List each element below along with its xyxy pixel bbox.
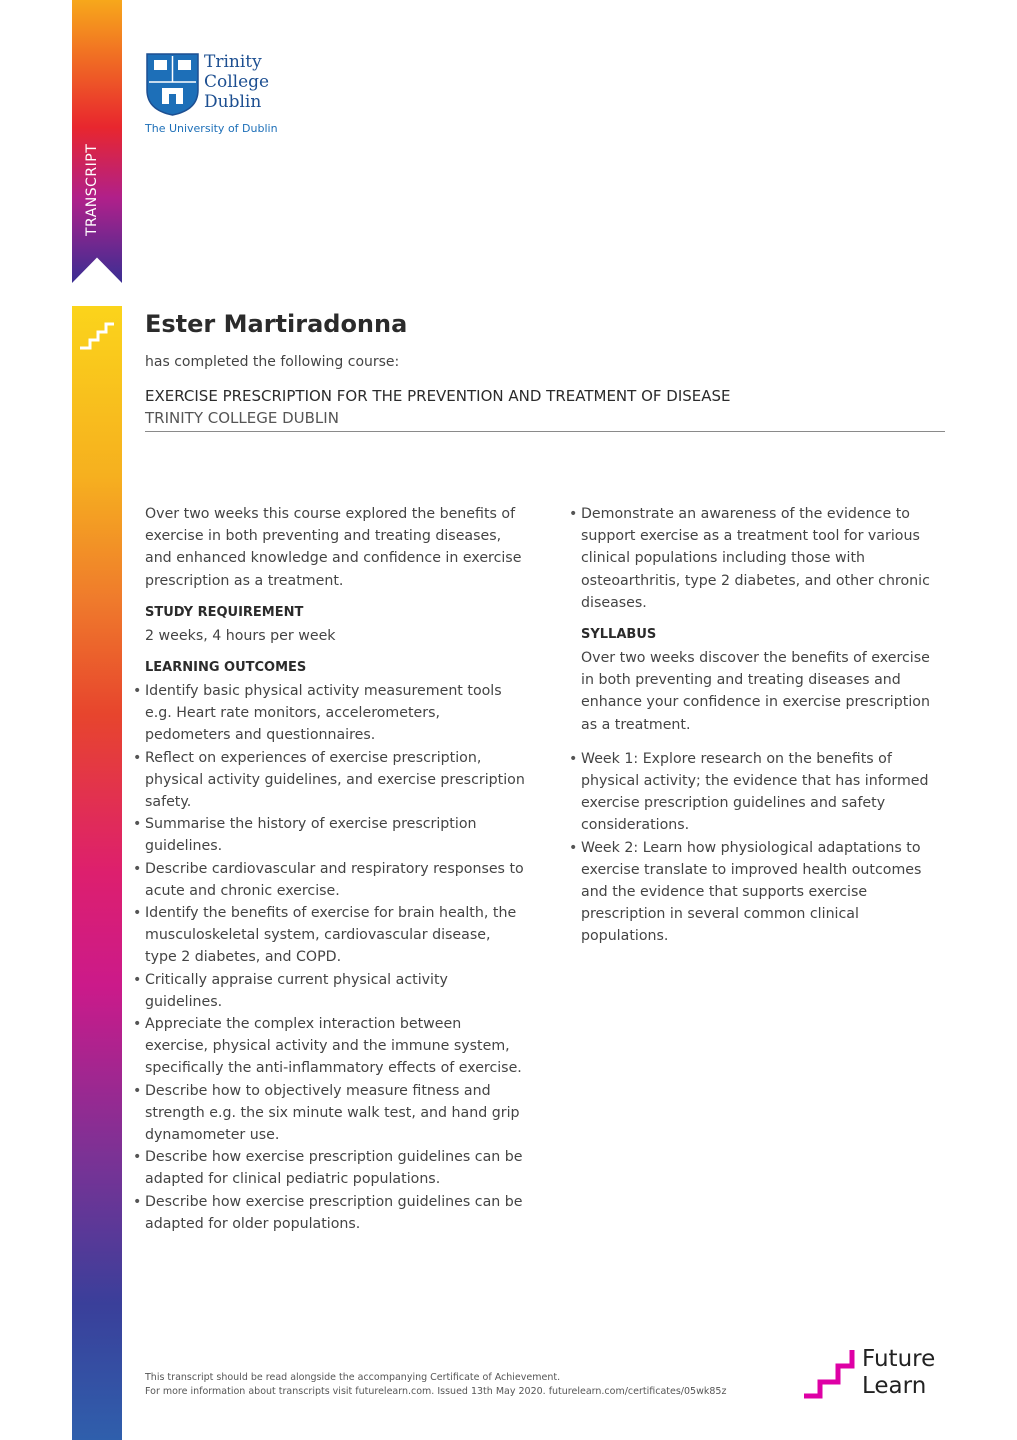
list-item: • Critically appraise current physical activity guidelines. [145,969,525,1013]
course-intro: Over two weeks this course explored the benefits of exercise in both preventing and treating diseases, and enhanced knowledge and confidence in exercise prescription as a treatment. [145,506,522,589]
syllabus-intro: Over two weeks discover the benefits of exercise in both preventing and treating diseases and enhance your confidence in exercise prescription as a treatment. [581,650,930,733]
gradient-side-stripe [72,306,122,1440]
institution-name [204,52,269,112]
left-column [145,503,525,1235]
list-item: • Identify basic physical activity measurement tools e.g. Heart rate monitors, accelerometers, pedometers and questionnaires. [145,680,525,747]
institution-name-line3: Dublin [204,92,262,112]
list-item: • Describe how to objectively measure fitness and strength e.g. the six minute walk test, and hand grip dynamometer use. [145,1080,525,1147]
institution-name-line2: College [204,72,270,92]
learning-outcomes-continued [581,503,946,614]
recipient-name: Ester Martiradonna [145,310,408,338]
learning-outcomes-list [145,680,525,1235]
study-requirement-heading: STUDY REQUIREMENT [145,604,304,620]
divider [145,431,945,432]
list-item: • Appreciate the complex interaction between exercise, physical activity and the immune system, specifically the anti-inflammatory effects of exercise. [145,1013,525,1080]
list-item: • Reflect on experiences of exercise prescription, physical activity guidelines, and exercise prescription safety. [145,747,525,814]
futurelearn-wordmark [862,1346,935,1400]
futurelearn-logo-icon [800,1346,858,1400]
list-item: • Demonstrate an awareness of the evidence to support exercise as a treatment tool for various clinical populations including those with osteoarthritis, type 2 diabetes, and other chronic diseases. [581,503,946,614]
list-item: • Week 2: Learn how physiological adaptations to exercise translate to improved health outcomes and the evidence that supports exercise prescription in several common clinical populations. [581,837,946,948]
completion-text: has completed the following course: [145,354,400,370]
study-requirement-text: 2 weeks, 4 hours per week [145,627,336,644]
syllabus-heading: SYLLABUS [581,627,657,643]
learning-outcomes-heading: LEARNING OUTCOMES [145,660,307,676]
institution-name-line1: Trinity [204,52,262,72]
list-item: • Identify the benefits of exercise for brain health, the musculoskeletal system, cardiovascular disease, type 2 diabetes, and COPD. [145,902,525,969]
wordmark-line1: Future [862,1346,936,1372]
list-item: • Describe how exercise prescription guidelines can be adapted for older populations. [145,1191,525,1235]
list-item: • Describe how exercise prescription guidelines can be adapted for clinical pediatric populations. [145,1146,525,1190]
syllabus-weeks-list [581,748,946,948]
institution-subtitle: The University of Dublin [145,122,278,135]
footer-line: For more information about transcripts visit futurelearn.com. Issued 13th May 2020. futurelearn.com/certificates/05wk85z [145,1386,727,1397]
footer-note [145,1371,726,1399]
course-organisation: TRINITY COLLEGE DUBLIN [145,409,339,427]
right-column [581,503,946,948]
footer-line: This transcript should be read alongside the accompanying Certificate of Achievement. [145,1372,561,1383]
transcript-label: TRANSCRIPT [84,143,100,236]
list-item: • Summarise the history of exercise prescription guidelines. [145,813,525,857]
list-item: • Week 1: Explore research on the benefits of physical activity; the evidence that has informed exercise prescription guidelines and safety considerations. [581,748,946,837]
stairs-icon [78,312,118,352]
tcd-crest-icon [145,52,200,117]
list-item: • Describe cardiovascular and respiratory responses to acute and chronic exercise. [145,858,525,902]
transcript-banner [72,0,122,283]
course-title: EXERCISE PRESCRIPTION FOR THE PREVENTION AND TREATMENT OF DISEASE [145,387,731,405]
wordmark-line2: Learn [862,1373,927,1399]
